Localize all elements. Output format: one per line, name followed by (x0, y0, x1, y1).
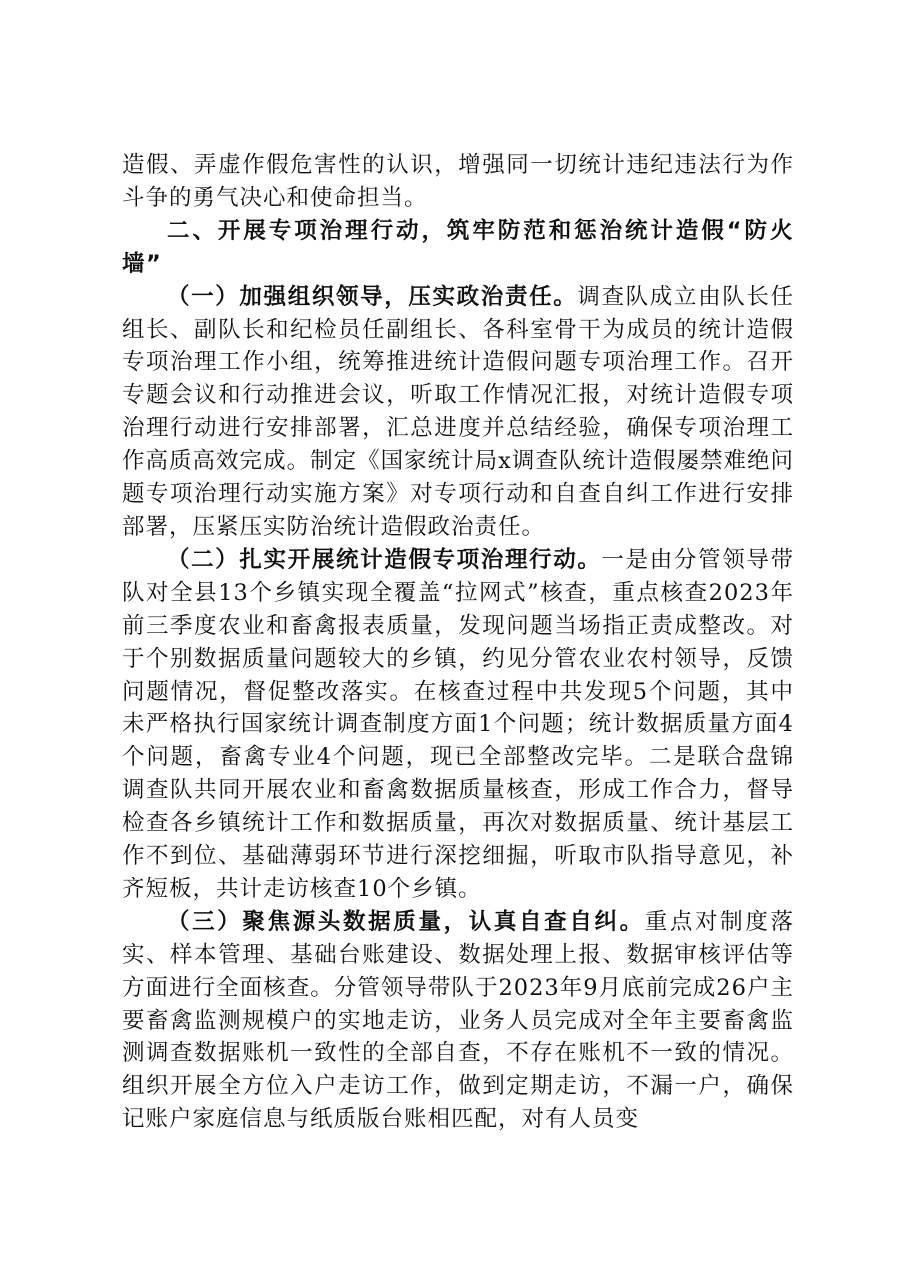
item-body-3: 重点对制度落实、样本管理、基础台账建设、数据处理上报、数据审核评估等方面进行全面核查。分管领导带队于2023年9月底前完成26户主要畜禽监测规模户的实地走访，业务人员完成对全年主要畜禽监测调查数据账机一致性的全部自查，不存在账机不一致的情况。组织开展全方位入户走访工作，做到定期走访，不漏一户，确保记账户家庭信息与纸质版台账相匹配，对有人员变 (122, 908, 794, 1133)
item-paragraph-1 (122, 281, 794, 544)
section-heading: 二、开展专项治理行动，筑牢防范和惩治统计造假“防火墙” (122, 217, 794, 277)
item-body-2: 一是由分管领导带队对全县13个乡镇实现全覆盖“拉网式”核查，重点核查2023年前三季度农业和畜禽报表质量，发现问题当场指正责成整改。对于个别数据质量问题较大的乡镇，约见分管农业农村领导，反馈问题情况，督促整改落实。在核查过程中共发现5个问题，其中未严格执行国家统计调查制度方面1个问题；统计数据质量方面4个问题，畜禽专业4个问题，现已全部整改完毕。二是联合盘锦调查队共同开展农业和畜禽数据质量核查，形成工作合力，督导检查各乡镇统计工作和数据质量，再次对数据质量、统计基层工作不到位、基础薄弱环节进行深挖细掘，听取市队指导意见，补齐短板，共计走访核查10个乡镇。 (122, 546, 794, 902)
item-body-1: 调查队成立由队长任组长、副队长和纪检员任副组长、各科室骨干为成员的统计造假专项治理工作小组，统筹推进统计造假问题专项治理工作。召开专题会议和行动推进会议，听取工作情况汇报，对统计造假专项治理行动进行安排部署，汇总进度并总结经验，确保专项治理工作高质高效完成。制定《国家统计局x调查队统计造假屡禁难绝问题专项治理行动实施方案》对专项行动和自查自纠工作进行安排部署，压紧压实防治统计造假政治责任。 (122, 283, 794, 540)
item-title-2: （二）扎实开展统计造假专项治理行动。 (167, 546, 602, 573)
item-title-3: （三）聚焦源头数据质量，认真自查自纠。 (167, 908, 645, 935)
document-page (122, 149, 794, 1136)
item-paragraph-2 (122, 544, 794, 906)
item-paragraph-3 (122, 906, 794, 1136)
item-title-1: （一）加强组织领导，压实政治责任。 (167, 283, 578, 310)
continuation-paragraph: 造假、弄虚作假危害性的认识，增强同一切统计违纪违法行为作斗争的勇气决心和使命担当。 (122, 152, 794, 211)
